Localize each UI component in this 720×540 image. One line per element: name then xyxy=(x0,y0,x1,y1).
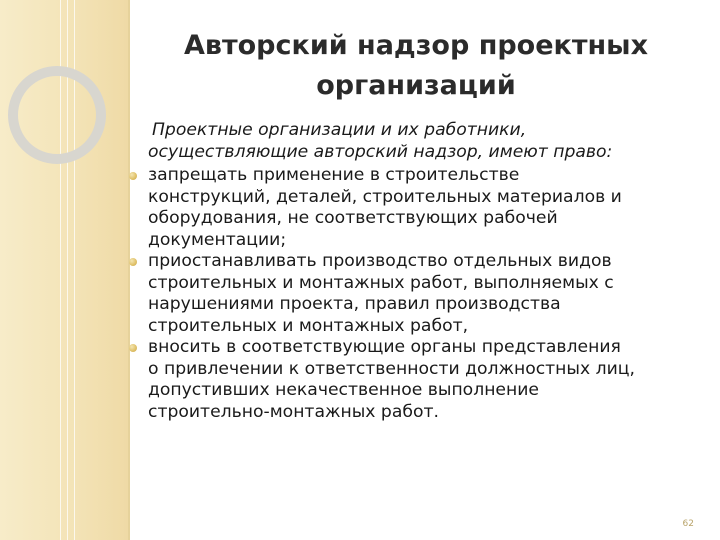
decorative-side-panel xyxy=(0,0,128,540)
list-item-line: о привлечении к ответственности должностных лиц, xyxy=(148,358,635,379)
intro-line: осуществляющие авторский надзор, имеют право: xyxy=(148,141,613,162)
intro-text xyxy=(148,120,703,163)
list-item-line: строительных и монтажных работ, выполняемых с xyxy=(148,272,614,293)
list-item xyxy=(148,165,703,251)
bullet-icon xyxy=(129,172,137,180)
list-item-line: приостанавливать производство отдельных видов xyxy=(148,251,612,271)
list-item-line: строительных и монтажных работ, xyxy=(148,315,469,336)
list-item-line: конструкций, деталей, строительных материалов и xyxy=(148,186,622,207)
list-item-line: вносить в соответствующие органы представления xyxy=(148,337,621,357)
bullet-icon xyxy=(129,258,137,266)
page-number: 62 xyxy=(682,519,694,529)
bullet-icon xyxy=(129,344,137,352)
list-item xyxy=(148,251,703,337)
slide-title-line: Авторский надзор проектных xyxy=(183,30,649,61)
intro-line: Проектные организации и их работники, xyxy=(152,120,527,140)
rights-list xyxy=(148,165,703,423)
list-item-line: запрещать применение в строительстве xyxy=(148,165,520,185)
slide-title xyxy=(136,26,696,106)
list-item-line: нарушениями проекта, правил производства xyxy=(148,294,561,314)
decorative-panel-edge xyxy=(128,0,130,540)
list-item-line: строительно-монтажных работ. xyxy=(148,401,439,422)
decorative-ring-icon xyxy=(8,66,106,164)
list-item-line: документации; xyxy=(148,229,287,250)
list-item-line: допустивших некачественное выполнение xyxy=(148,380,539,400)
slide-title-line: организаций xyxy=(316,70,516,101)
list-item xyxy=(148,337,703,423)
list-item-line: оборудования, не соответствующих рабочей xyxy=(148,208,558,228)
slide-body xyxy=(148,120,703,423)
